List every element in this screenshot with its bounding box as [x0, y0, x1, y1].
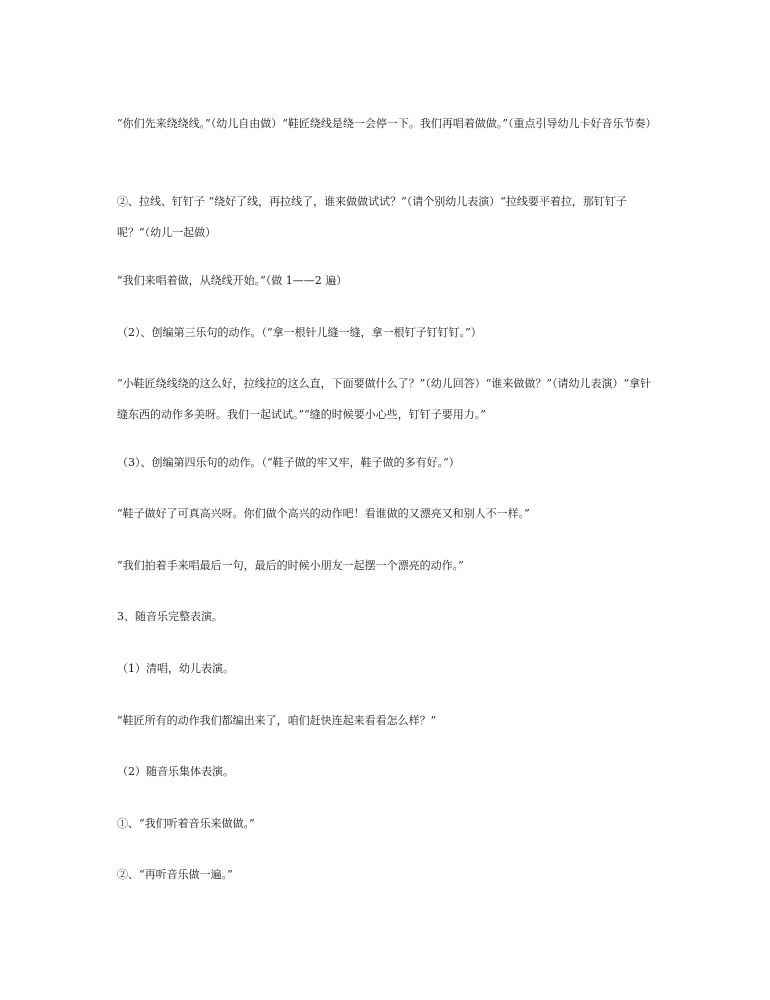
paragraph-6: （3）、创编第四乐句的动作。（“鞋子做的牢又牢，鞋子做的多有好。”） — [117, 456, 460, 469]
paragraph-9: 3、随音乐完整表演。 — [117, 610, 223, 623]
paragraph-10: （1）清唱，幼儿表演。 — [117, 662, 234, 675]
paragraph-1: “你们先来绕绕线。”（幼儿自由做）“鞋匠绕线是绕一会停一下。我们再唱着做做。”（重点引导幼儿卡好音乐节奏） — [117, 117, 657, 130]
paragraph-7: “鞋子做好了可真高兴呀。你们做个高兴的动作吧！看谁做的又漂亮又和别人不一样。” — [117, 507, 530, 520]
paragraph-12: （2）随音乐集体表演。 — [117, 765, 234, 778]
paragraph-11: “鞋匠所有的动作我们都编出来了，咱们赶快连起来看看怎么样？” — [117, 714, 437, 727]
paragraph-14: ②、“再听音乐做一遍。” — [117, 868, 233, 881]
paragraph-13: ①、“我们听着音乐来做做。” — [117, 817, 255, 830]
paragraph-2: ②、拉线、钉钉子 “绕好了线，再拉线了，谁来做做试试？”（请个别幼儿表演）“拉线要平着拉，那钉钉子呢？”（幼儿一起做） — [117, 195, 627, 239]
paragraph-5: “小鞋匠绕线绕的这么好，拉线拉的这么直，下面要做什么了？”（幼儿回答）“谁来做做？”（请幼儿表演）“拿针缝东西的动作多美呀。我们一起试试。”“缝的时候要小心些，钉钉子要用力。” — [117, 377, 652, 421]
paragraph-8: “我们拍着手来唱最后一句，最后的时候小朋友一起摆一个漂亮的动作。” — [117, 559, 464, 572]
paragraph-3: “我们来唱着做，从绕线开始。”（做 1——2 遍） — [117, 274, 348, 287]
paragraph-4: （2）、创编第三乐句的动作。（“拿一根针儿缝一缝，拿一根钉子钉钉钉。”） — [117, 326, 482, 339]
